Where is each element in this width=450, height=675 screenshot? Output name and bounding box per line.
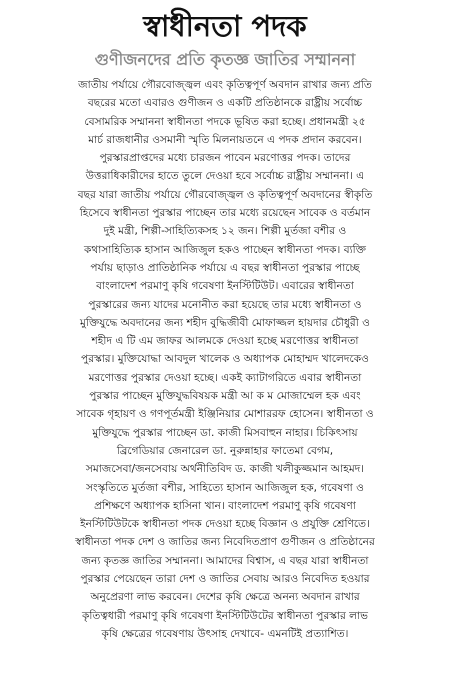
article-line: সাবেক গৃহায়ণ ও গণপূর্তমন্ত্রী ইঞ্জিনিয়ার মোশাররফ হোসেন। স্বাধীনতা ও	[76, 408, 374, 421]
article-line: পর্যায় ছাড়াও প্রাতিষ্ঠানিক পর্যায়ে এ বছর স্বাধীনতা পুরস্কার পাচ্ছে	[90, 261, 360, 274]
article-line: পুরস্কার পেয়েছেন তারা দেশ ও জাতির সেবায় আরও নিবেদিত হওয়ার	[80, 573, 370, 586]
article-line: বছরের মতো এবারও গুণীজন ও একটি প্রতিষ্ঠানকে রাষ্ট্রীয় সর্বোচ্চ	[87, 97, 363, 110]
article-line: বেসামরিক সম্মাননা স্বাধীনতা পদকে ভূষিত করা হচ্ছে। প্রধানমন্ত্রী ২৫	[84, 115, 366, 128]
article-body	[10, 76, 440, 643]
article-line: মুক্তিযুদ্ধে পুরস্কার পাচ্ছেন ডা. কাজী মিসবাহুন নাহার। চিকিৎসায়	[92, 426, 358, 439]
article-line: জন্য কৃতজ্ঞ জাতির সম্মাননা। আমাদের বিশ্বাস, এ বছর যারা স্বাধীনতা	[81, 554, 369, 567]
headline: স্বাধীনতা পদক	[143, 9, 307, 43]
article-line: কৃষি ক্ষেত্রের গবেষণায় উৎসাহ দেখাবে- এমনটিই প্রত্যাশিত।	[101, 627, 349, 640]
article-line: স্বাধীনতা পদক দেশ ও জাতির জন্য নিবেদিতপ্রাণ গুণীজন ও প্রতিষ্ঠানের	[75, 536, 375, 549]
article-line: ইনস্টিটিউটকে স্বাধীনতা পদক দেওয়া হচ্ছে বিজ্ঞান ও প্রযুক্তি শ্রেণিতে।	[80, 518, 370, 531]
article-line: পুরস্কারপ্রাপ্তদের মধ্যে চারজন পাবেন মরণোত্তর পদক। তাদের	[99, 152, 351, 165]
article-line: বাংলাদেশ পরমাণু কৃষি গবেষণা ইনস্টিটিউট। এবারের স্বাধীনতা	[96, 280, 354, 293]
article-line: কথাসাহিত্যিক হাসান আজিজুল হকও পাচ্ছেন স্বাধীনতা পদক। ব্যক্তি	[83, 243, 367, 256]
article-line: দুই মন্ত্রী, শিল্পী-সাহিত্যিকসহ ১২ জন। শিল্পী মুর্তজা বশীর ও	[103, 225, 347, 238]
article-line: প্রশিক্ষণে অধ্যাপক হাসিনা খান। বাংলাদেশ পরমাণু কৃষি গবেষণা	[94, 499, 356, 512]
article-line: মার্চ রাজধানীর ওসমানী স্মৃতি মিলনায়তনে এ পদক প্রদান করবেন।	[88, 133, 362, 146]
article-line: বছর যারা জাতীয় পর্যায়ে গৌরবোজ্জ্বল ও কৃতিত্বপূর্ণ অবদানের স্বীকৃতি	[77, 188, 373, 201]
article-line: সংস্কৃতিতে মুর্তজা বশীর, সাহিত্যে হাসান আজিজুল হক, গবেষণা ও	[86, 481, 364, 494]
article-line: সমাজসেবা/জনসেবায় অর্থনীতিবিদ ড. কাজী খলীকুজ্জমান আহমদ।	[85, 463, 365, 476]
article-line: শহীদ এ টি এম জাফর আলমকে দেওয়া হচ্ছে মরণোত্তর স্বাধীনতা	[91, 335, 359, 348]
article-line: হিসেবে স্বাধীনতা পুরস্কার পাচ্ছেন তার মধ্যে রয়েছেন সাবেক ও বর্তমান	[79, 207, 371, 220]
article-line: অনুপ্রেরণা লাভ করবেন। দেশের কৃষি ক্ষেত্রে অনন্য অবদান রাখার	[90, 591, 360, 604]
article-line: মরণোত্তর পুরস্কার দেওয়া হচ্ছে। একই ক্যাটাগরিতে এবার স্বাধীনতা	[88, 371, 362, 384]
article-line: জাতীয় পর্যায়ে গৌরবোজ্জ্বল এবং কৃতিত্বপূর্ণ অবদান রাখার জন্য প্রতি	[78, 79, 372, 91]
article-line: পুরস্কার পাচ্ছেন মুক্তিযুদ্ধবিষয়ক মন্ত্রী আ ক ম মোজাম্মেল হক এবং	[89, 390, 361, 403]
subheadline: গুণীজনদের প্রতি কৃতজ্ঞ জাতির সম্মাননা	[94, 50, 356, 69]
article-line: কৃতিত্বধারী পরমাণু কৃষি গবেষণা ইনস্টিটিউটের স্বাধীনতা পুরস্কার লাভ	[81, 609, 369, 622]
article-line: উত্তরাধিকারীদের হাতে তুলে দেওয়া হবে সর্বোচ্চ রাষ্ট্রীয় সম্মাননা। এ	[85, 170, 365, 183]
article-line: মুক্তিযুদ্ধে অবদানের জন্য শহীদ বুদ্ধিজীবী মোফাজ্জল হায়দার চৌধুরী ও	[80, 316, 370, 329]
article-line: পুরস্কারের জন্য যাদের মনোনীত করা হয়েছে তার মধ্যে স্বাধীনতা ও	[88, 298, 362, 311]
article-line: পুরস্কার। মুক্তিযোদ্ধা আবদুল খালেক ও অধ্যাপক মোহাম্মদ খালেদকেও	[81, 353, 369, 366]
article-line: ব্রিগেডিয়ার জেনারেল ডা. নুরুন্নাহার ফাতেমা বেগম,	[116, 444, 334, 457]
